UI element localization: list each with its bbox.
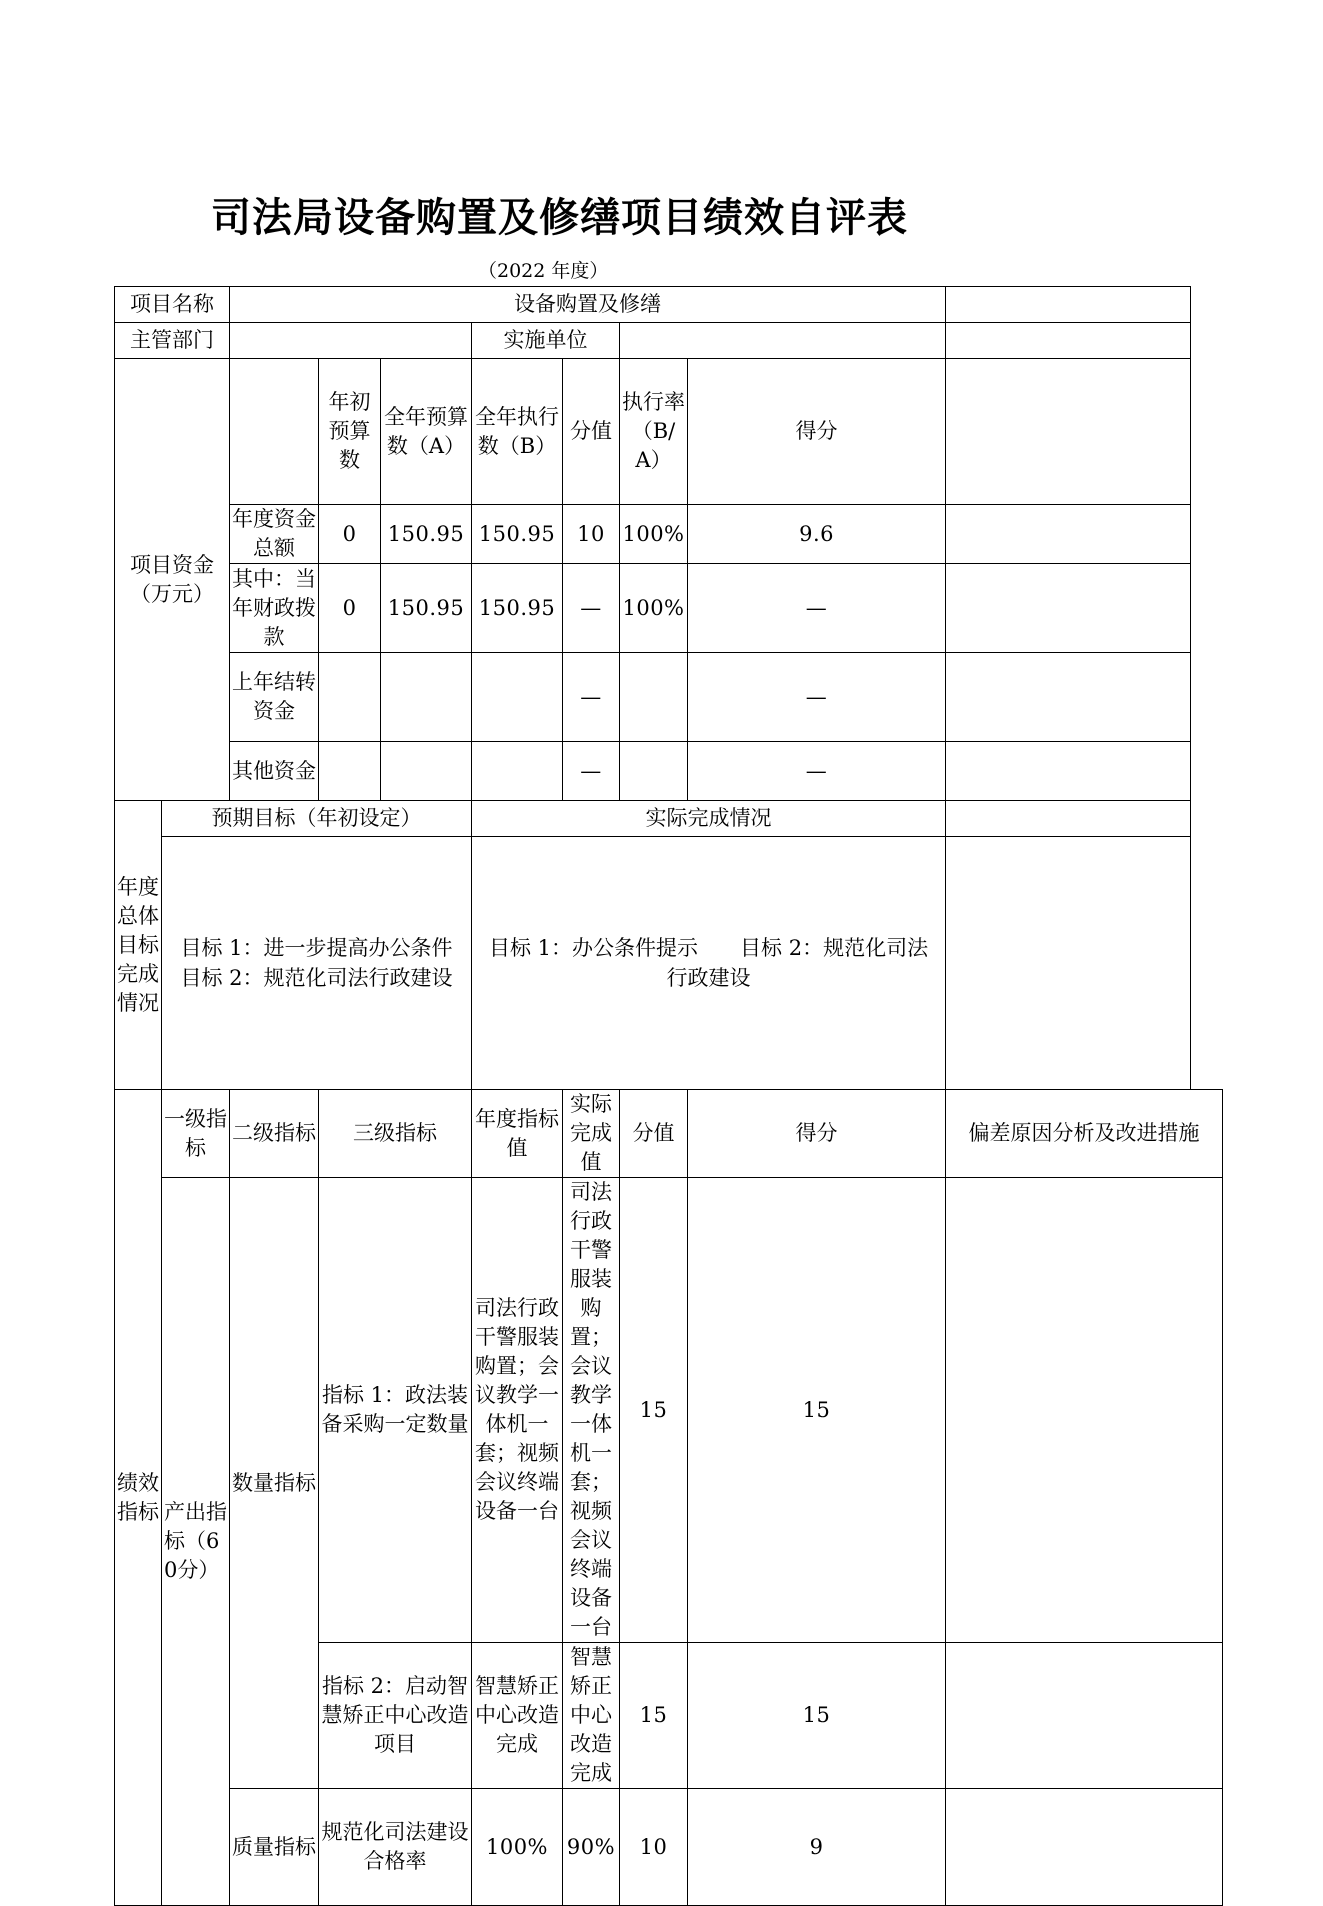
empty-cell (230, 359, 319, 505)
indicator-actual: 司法行政干警服装购置；会议教学一体机一套；视频会议终端设备一台 (563, 1178, 620, 1643)
indicator-deviation (946, 1789, 1223, 1906)
funds-row (115, 653, 1223, 742)
funds-label-text: 项目资金（万元） (130, 552, 214, 606)
project-name-value: 设备购置及修缮 (230, 287, 946, 323)
header-annual-budget: 全年预算数（A） (381, 359, 472, 505)
funds-score-value: — (563, 742, 620, 801)
funds-rate: 100% (620, 564, 688, 653)
goals-expected-header: 预期目标（年初设定） (162, 801, 472, 837)
indicator-score: 15 (688, 1178, 946, 1643)
goals-expected (180, 933, 452, 993)
performance-label: 绩效指标 (115, 1090, 162, 1906)
implementing-unit-value (620, 323, 946, 359)
empty-cell (946, 287, 1191, 323)
funds-score-value: — (563, 564, 620, 653)
indicator-row (115, 1789, 1223, 1906)
header-deviation-analysis: 偏差原因分析及改进措施 (946, 1090, 1223, 1178)
header-level3: 三级指标 (319, 1090, 472, 1178)
funds-score-value: — (563, 653, 620, 742)
funds-rate (620, 653, 688, 742)
level2-quantity: 数量指标 (232, 1470, 316, 1495)
level2-quality-cell (230, 1789, 319, 1906)
indicator-deviation (946, 1178, 1223, 1643)
row-goals-header (115, 801, 1223, 837)
funds-score: — (688, 564, 946, 653)
level1-output: 产出指标（60分） (164, 1500, 227, 1582)
level1-output-cell (162, 1178, 230, 1906)
funds-annual (381, 653, 472, 742)
row-goals-content (115, 837, 1223, 1090)
funds-executed: 150.95 (472, 505, 563, 564)
empty-cell (946, 653, 1191, 742)
header-score: 得分 (688, 1090, 946, 1178)
funds-initial (319, 742, 381, 801)
row-performance-header (115, 1090, 1223, 1178)
indicator-score-value: 10 (620, 1789, 688, 1906)
row-project-name (115, 287, 1223, 323)
funds-annual (381, 742, 472, 801)
empty-cell (946, 359, 1191, 505)
implementing-unit-label: 实施单位 (472, 323, 620, 359)
indicator-target: 司法行政干警服装购置；会议教学一体机一套；视频会议终端设备一台 (472, 1178, 563, 1643)
goals-actual-header: 实际完成情况 (472, 801, 946, 837)
indicator-target: 100% (472, 1789, 563, 1906)
indicator-level3: 规范化司法建设合格率 (319, 1789, 472, 1906)
page-title: 司法局设备购置及修缮项目绩效自评表 (211, 195, 908, 241)
row-funds-header (115, 359, 1223, 505)
indicator-deviation (946, 1643, 1223, 1789)
indicator-level3: 指标 2：启动智慧矫正中心改造项目 (319, 1643, 472, 1789)
funds-initial (319, 653, 381, 742)
empty-cell (946, 742, 1191, 801)
goals-actual-cell (472, 837, 946, 1090)
header-initial-budget: 年初预算数 (319, 359, 381, 505)
empty-cell (946, 323, 1191, 359)
funds-executed (472, 653, 563, 742)
evaluation-table (114, 286, 1223, 1906)
goals-expected-cell (162, 837, 472, 1090)
header-score-value: 分值 (563, 359, 620, 505)
funds-score-value: 10 (563, 505, 620, 564)
header-score: 得分 (688, 359, 946, 505)
header-score-value: 分值 (620, 1090, 688, 1178)
funds-executed (472, 742, 563, 801)
funds-row-label: 其他资金 (230, 742, 319, 801)
level2-quality: 质量指标 (232, 1834, 316, 1859)
header-execution-rate: 执行率（B/A） (620, 359, 688, 505)
row-department (115, 323, 1223, 359)
empty-cell (946, 801, 1191, 837)
indicator-score-value: 15 (620, 1178, 688, 1643)
goals-actual-line: 行政建设 (666, 966, 751, 990)
funds-row (115, 564, 1223, 653)
empty-cell (946, 505, 1191, 564)
indicator-score: 15 (688, 1643, 946, 1789)
indicator-score: 9 (688, 1789, 946, 1906)
goals-expected-line: 目标 2：规范化司法行政建设 (180, 966, 453, 990)
funds-row-label: 上年结转资金 (230, 653, 319, 742)
header-level2: 二级指标 (230, 1090, 319, 1178)
funds-rate: 100% (620, 505, 688, 564)
department-label: 主管部门 (115, 323, 230, 359)
indicator-actual: 智慧矫正中心改造完成 (563, 1643, 620, 1789)
funds-row (115, 505, 1223, 564)
header-annual-executed: 全年执行数（B） (472, 359, 563, 505)
funds-score: 9.6 (688, 505, 946, 564)
goals-expected-line: 目标 1：进一步提高办公条件 (180, 936, 453, 960)
indicator-row (115, 1178, 1223, 1643)
goals-actual (489, 933, 928, 993)
goals-actual-line: 目标 1：办公条件提示 目标 2：规范化司法 (489, 936, 929, 960)
goals-label: 年度总体目标完成情况 (115, 801, 162, 1090)
funds-score: — (688, 653, 946, 742)
funds-row-label: 其中：当年财政拨款 (230, 564, 319, 653)
department-value (230, 323, 472, 359)
header-level1: 一级指标 (162, 1090, 230, 1178)
funds-initial: 0 (319, 564, 381, 653)
funds-row-label: 年度资金总额 (230, 505, 319, 564)
header-target-value: 年度指标值 (472, 1090, 563, 1178)
level2-quantity-cell (230, 1178, 319, 1789)
funds-initial: 0 (319, 505, 381, 564)
indicator-level3: 指标 1：政法装备采购一定数量 (319, 1178, 472, 1643)
funds-executed: 150.95 (472, 564, 563, 653)
funds-row (115, 742, 1223, 801)
funds-score: — (688, 742, 946, 801)
project-name-label: 项目名称 (115, 287, 230, 323)
empty-cell (946, 837, 1191, 1090)
indicator-target: 智慧矫正中心改造完成 (472, 1643, 563, 1789)
funds-annual: 150.95 (381, 564, 472, 653)
year-label: （2022 年度） (478, 260, 609, 282)
indicator-actual: 90% (563, 1789, 620, 1906)
indicator-score-value: 15 (620, 1643, 688, 1789)
funds-rate (620, 742, 688, 801)
funds-annual: 150.95 (381, 505, 472, 564)
funds-label (115, 359, 230, 801)
empty-cell (946, 564, 1191, 653)
header-actual-value: 实际完成值 (563, 1090, 620, 1178)
